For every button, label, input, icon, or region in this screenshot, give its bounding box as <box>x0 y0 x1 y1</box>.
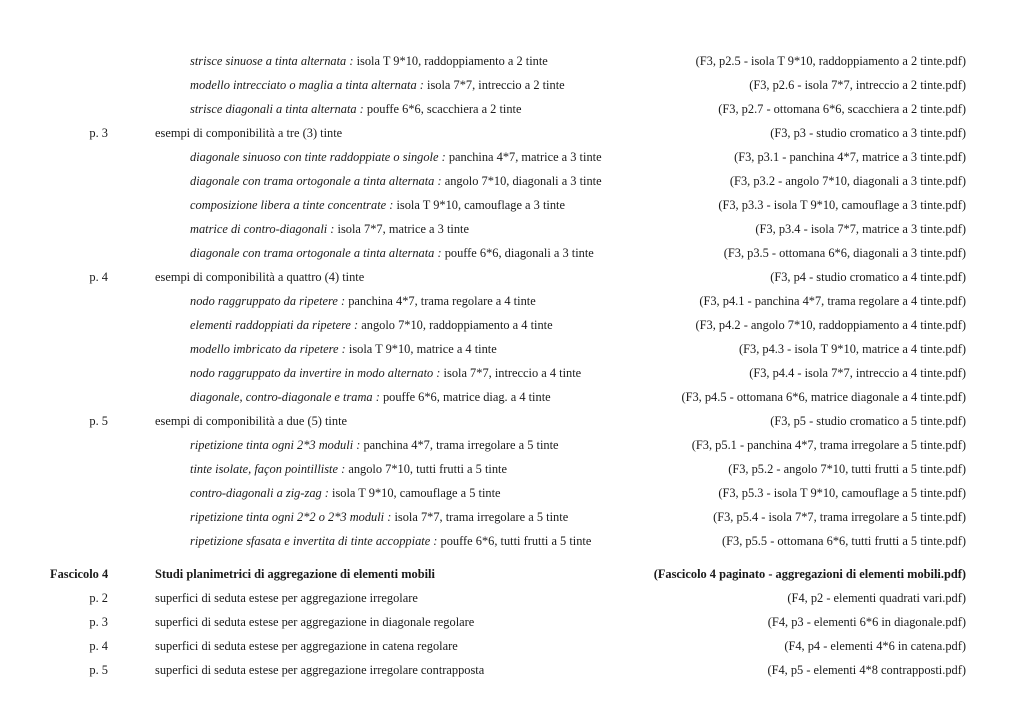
file-reference: (F3, p3.2 - angolo 7*10, diagonali a 3 tinte.pdf) <box>729 174 966 188</box>
toc-row <box>0 316 1024 334</box>
toc-section-row <box>0 661 1024 679</box>
entry-title: strisce sinuose a tinta alternata : <box>190 54 354 68</box>
entry-description: angolo 7*10, raddoppiamento a 4 tinte <box>358 318 553 332</box>
toc-entry <box>190 220 469 238</box>
toc-row <box>0 388 1024 406</box>
entry-title: ripetizione sfasata e invertita di tinte accoppiate : <box>190 534 438 548</box>
entry-description: pouffe 6*6, diagonali a 3 tinte <box>441 246 594 260</box>
toc-section-row <box>0 412 1024 430</box>
entry-title: nodo raggruppato da ripetere : <box>190 294 346 308</box>
entry-title: diagonale con trama ortogonale a tinta alternata : <box>190 174 442 188</box>
toc-entry <box>190 292 536 310</box>
toc-row <box>0 100 1024 118</box>
toc-entry <box>190 484 501 502</box>
entry-description: panchina 4*7, trama regolare a 4 tinte <box>345 294 536 308</box>
toc-entry <box>190 76 565 94</box>
toc-row <box>0 292 1024 310</box>
entry-description: angolo 7*10, tutti frutti a 5 tinte <box>345 462 507 476</box>
entry-description: isola 7*7, intreccio a 2 tinte <box>423 78 565 92</box>
section-heading: superfici di seduta estese per aggregazione in diagonale regolare <box>155 615 475 629</box>
file-reference: (F3, p3.5 - ottomana 6*6, diagonali a 3 tinte.pdf) <box>723 246 966 260</box>
file-reference: (F3, p5.1 - panchina 4*7, trama irregolare a 5 tinte.pdf) <box>691 438 966 452</box>
toc-entry <box>190 52 548 70</box>
entry-title: diagonale sinuoso con tinte raddoppiate o singole : <box>190 150 446 164</box>
page-number: p. 5 <box>89 414 108 428</box>
file-reference: (F3, p5 - studio cromatico a 5 tinte.pdf) <box>770 414 966 428</box>
toc-row <box>0 460 1024 478</box>
section-heading: superfici di seduta estese per aggregazione irregolare contrapposta <box>155 663 485 677</box>
toc-section-row <box>0 589 1024 607</box>
file-reference: (F3, p5.4 - isola 7*7, trama irregolare a 5 tinte.pdf) <box>713 510 966 524</box>
toc-entry <box>190 148 602 166</box>
toc-row <box>0 148 1024 166</box>
fascicolo-heading-row <box>0 565 1024 583</box>
file-reference: (F3, p2.6 - isola 7*7, intreccio a 2 tinte.pdf) <box>749 78 966 92</box>
page-number: p. 2 <box>89 591 108 605</box>
entry-title: ripetizione tinta ogni 2*3 moduli : <box>190 438 361 452</box>
toc-entry <box>190 508 568 526</box>
file-reference: (F3, p4.4 - isola 7*7, intreccio a 4 tinte.pdf) <box>749 366 966 380</box>
toc-row <box>0 532 1024 550</box>
entry-title: matrice di contro-diagonali : <box>190 222 335 236</box>
file-reference: (F3, p4.2 - angolo 7*10, raddoppiamento a 4 tinte.pdf) <box>695 318 966 332</box>
file-reference: (F3, p3.4 - isola 7*7, matrice a 3 tinte.pdf) <box>755 222 966 236</box>
entry-description: pouffe 6*6, scacchiera a 2 tinte <box>363 102 522 116</box>
toc-row <box>0 244 1024 262</box>
file-reference: (F3, p5.2 - angolo 7*10, tutti frutti a 5 tinte.pdf) <box>728 462 966 476</box>
entry-description: isola T 9*10, raddoppiamento a 2 tinte <box>353 54 548 68</box>
toc-row <box>0 220 1024 238</box>
entry-description: isola T 9*10, camouflage a 5 tinte <box>328 486 501 500</box>
toc-section-row <box>0 637 1024 655</box>
entry-description: isola 7*7, intreccio a 4 tinte <box>440 366 582 380</box>
file-reference: (F3, p4.5 - ottomana 6*6, matrice diagonale a 4 tinte.pdf) <box>681 390 966 404</box>
entry-description: isola 7*7, trama irregolare a 5 tinte <box>391 510 569 524</box>
entry-description: isola T 9*10, camouflage a 3 tinte <box>393 198 565 212</box>
entry-title: tinte isolate, façon pointilliste : <box>190 462 346 476</box>
toc-entry <box>190 172 602 190</box>
toc-section-row <box>0 268 1024 286</box>
section-heading: superfici di seduta estese per aggregazione irregolare <box>155 591 418 605</box>
toc-entry <box>190 196 565 214</box>
toc-row <box>0 340 1024 358</box>
toc-row <box>0 196 1024 214</box>
file-reference: (F3, p3 - studio cromatico a 3 tinte.pdf) <box>770 126 966 140</box>
toc-entry <box>190 460 507 478</box>
entry-title: nodo raggruppato da invertire in modo alternato : <box>190 366 441 380</box>
file-reference: (F3, p5.3 - isola T 9*10, camouflage a 5 tinte.pdf) <box>718 486 966 500</box>
toc-row <box>0 508 1024 526</box>
page-number: p. 4 <box>89 639 108 653</box>
toc-row <box>0 172 1024 190</box>
toc-entry <box>190 340 497 358</box>
file-reference: (F4, p3 - elementi 6*6 in diagonale.pdf) <box>767 615 966 629</box>
toc-entry <box>190 364 581 382</box>
section-heading: esempi di componibilità a quattro (4) tinte <box>155 270 365 284</box>
file-reference: (F3, p5.5 - ottomana 6*6, tutti frutti a 5 tinte.pdf) <box>722 534 966 548</box>
entry-description: angolo 7*10, diagonali a 3 tinte <box>441 174 602 188</box>
file-reference: (F3, p3.3 - isola T 9*10, camouflage a 3 tinte.pdf) <box>718 198 966 212</box>
file-reference: (F4, p4 - elementi 4*6 in catena.pdf) <box>784 639 966 653</box>
toc-row <box>0 76 1024 94</box>
file-reference: (F3, p4.1 - panchina 4*7, trama regolare a 4 tinte.pdf) <box>699 294 966 308</box>
toc-entry <box>190 244 594 262</box>
fascicolo-title: Studi planimetrici di aggregazione di elementi mobili <box>155 567 435 581</box>
entry-description: isola T 9*10, matrice a 4 tinte <box>345 342 497 356</box>
page-number: p. 5 <box>89 663 108 677</box>
section-heading: superfici di seduta estese per aggregazione in catena regolare <box>155 639 458 653</box>
section-heading: esempi di componibilità a due (5) tinte <box>155 414 348 428</box>
file-reference: (F3, p2.7 - ottomana 6*6, scacchiera a 2 tinte.pdf) <box>718 102 966 116</box>
file-reference: (F4, p2 - elementi quadrati vari.pdf) <box>787 591 966 605</box>
file-reference: (F4, p5 - elementi 4*8 contrapposti.pdf) <box>767 663 966 677</box>
entry-title: diagonale con trama ortogonale a tinta alternata : <box>190 246 442 260</box>
toc-section-row <box>0 124 1024 142</box>
entry-description: pouffe 6*6, tutti frutti a 5 tinte <box>437 534 592 548</box>
fascicolo-label: Fascicolo 4 <box>50 567 109 581</box>
entry-description: pouffe 6*6, matrice diag. a 4 tinte <box>379 390 551 404</box>
entry-title: contro-diagonali a zig-zag : <box>190 486 329 500</box>
toc-section-row <box>0 613 1024 631</box>
page-number: p. 3 <box>89 126 108 140</box>
entry-description: panchina 4*7, trama irregolare a 5 tinte <box>360 438 559 452</box>
toc-row <box>0 484 1024 502</box>
entry-title: strisce diagonali a tinta alternata : <box>190 102 364 116</box>
file-reference: (F3, p3.1 - panchina 4*7, matrice a 3 tinte.pdf) <box>734 150 966 164</box>
entry-description: isola 7*7, matrice a 3 tinte <box>334 222 469 236</box>
toc-row <box>0 52 1024 70</box>
toc-entry <box>190 100 522 118</box>
page-number: p. 4 <box>89 270 108 284</box>
entry-description: panchina 4*7, matrice a 3 tinte <box>445 150 602 164</box>
toc-entry <box>190 532 591 550</box>
entry-title: ripetizione tinta ogni 2*2 o 2*3 moduli : <box>190 510 392 524</box>
file-reference: (F3, p2.5 - isola T 9*10, raddoppiamento a 2 tinte.pdf) <box>695 54 966 68</box>
entry-title: elementi raddoppiati da ripetere : <box>190 318 359 332</box>
entry-title: modello intrecciato o maglia a tinta alternata : <box>190 78 424 92</box>
entry-title: composizione libera a tinte concentrate : <box>190 198 394 212</box>
entry-title: diagonale, contro-diagonale e trama : <box>190 390 380 404</box>
page-number: p. 3 <box>89 615 108 629</box>
toc-entry <box>190 388 551 406</box>
toc-row <box>0 364 1024 382</box>
toc-row <box>0 436 1024 454</box>
entry-title: modello imbricato da ripetere : <box>190 342 346 356</box>
file-reference: (Fascicolo 4 paginato - aggregazioni di elementi mobili.pdf) <box>653 567 966 581</box>
section-heading: esempi di componibilità a tre (3) tinte <box>155 126 343 140</box>
file-reference: (F3, p4.3 - isola T 9*10, matrice a 4 tinte.pdf) <box>738 342 966 356</box>
toc-entry <box>190 436 559 454</box>
toc-entry <box>190 316 553 334</box>
file-reference: (F3, p4 - studio cromatico a 4 tinte.pdf) <box>770 270 966 284</box>
